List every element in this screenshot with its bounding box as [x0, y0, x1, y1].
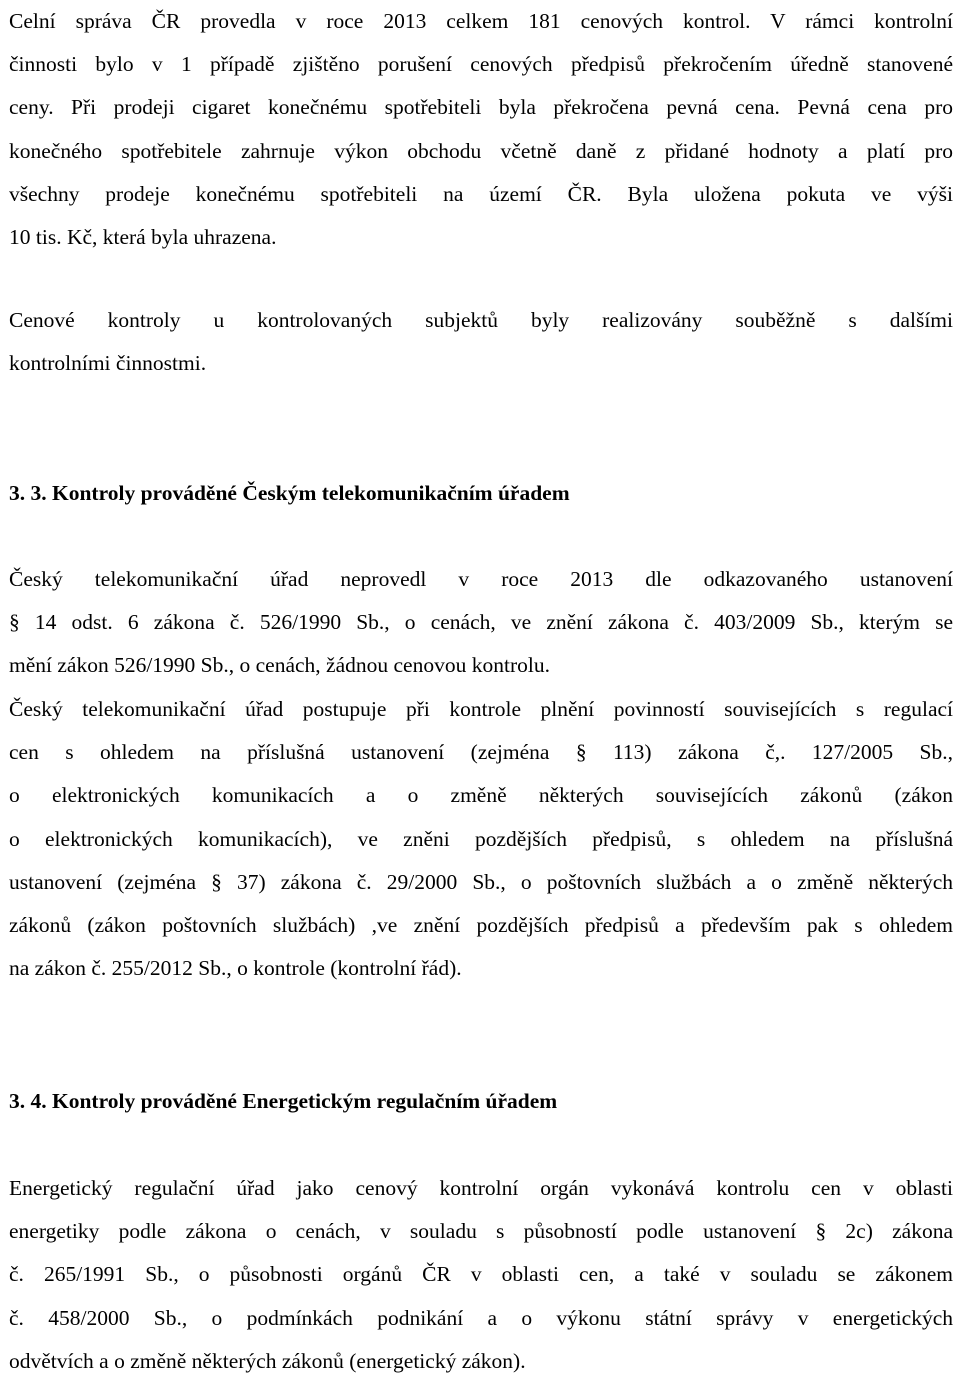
text-line: č. 265/1991 Sb., o působnosti orgánů ČR v oblasti cen, a také v souladu se zákonem	[9, 1262, 953, 1287]
text-line: Český telekomunikační úřad postupuje při kontrole plnění povinností souvisejících s regulací	[9, 697, 953, 721]
text-line: mění zákon 526/1990 Sb., o cenách, žádnou cenovou kontrolu.	[9, 653, 550, 678]
paragraph-ctu-no-control	[9, 558, 953, 688]
paragraph-customs-price-controls	[9, 0, 953, 259]
text-line: energetiky podle zákona o cenách, v souladu s působností podle ustanovení § 2c) zákona	[9, 1219, 953, 1244]
text-line: kontrolními činnostmi.	[9, 351, 207, 376]
text-line: konečného spotřebitele zahrnuje výkon obchodu včetně daně z přidané hodnoty a platí pro	[9, 138, 953, 163]
text-line: činnosti bylo v 1 případě zjištěno porušení cenových předpisů překročením úředně stanovené	[9, 52, 953, 77]
section-heading-3-4: 3. 4. Kontroly prováděné Energetickým regulačním úřadem	[9, 1089, 558, 1113]
text-line: o elektronických komunikacích a o změně některých souvisejících zákonů (zákon	[9, 783, 953, 808]
section-heading-3-3: 3. 3. Kontroly prováděné Českým telekomunikačním úřadem	[9, 481, 570, 505]
text-line: Energetický regulační úřad jako cenový kontrolní orgán vykonává kontrolu cen v oblasti	[9, 1176, 953, 1200]
paragraph-concurrent-controls	[9, 299, 953, 385]
text-line: ceny. Při prodeji cigaret konečnému spotřebiteli byla překročena pevná cena. Pevná cena pro	[9, 95, 953, 120]
paragraph-ctu-procedure	[9, 688, 953, 990]
text-line: § 14 odst. 6 zákona č. 526/1990 Sb., o cenách, ve znění zákona č. 403/2009 Sb., kterým se	[9, 610, 953, 635]
text-line: 10 tis. Kč, která byla uhrazena.	[9, 224, 277, 249]
text-line: č. 458/2000 Sb., o podmínkách podnikání a o výkonu státní správy v energetických	[9, 1305, 953, 1330]
text-line: Cenové kontroly u kontrolovaných subjektů byly realizovány souběžně s dalšími	[9, 308, 953, 332]
text-line: všechny prodeje konečnému spotřebiteli na území ČR. Byla uložena pokuta ve výši	[9, 181, 953, 206]
text-line: odvětvích a o změně některých zákonů (energetický zákon).	[9, 1348, 526, 1373]
text-line: zákonů (zákon poštovních službách) ,ve znění pozdějších předpisů a především pak s ohledem	[9, 912, 953, 937]
paragraph-eru-control	[9, 1167, 953, 1383]
text-line: na zákon č. 255/2012 Sb., o kontrole (kontrolní řád).	[9, 956, 462, 981]
text-line: Celní správa ČR provedla v roce 2013 celkem 181 cenových kontrol. V rámci kontrolní	[9, 9, 953, 33]
text-line: ustanovení (zejména § 37) zákona č. 29/2000 Sb., o poštovních službách a o změně některých	[9, 869, 953, 894]
text-line: cen s ohledem na příslušná ustanovení (zejména § 113) zákona č,. 127/2005 Sb.,	[9, 740, 953, 765]
text-line: o elektronických komunikacích), ve zněni pozdějších předpisů, s ohledem na příslušná	[9, 826, 953, 851]
text-line: Český telekomunikační úřad neprovedl v roce 2013 dle odkazovaného ustanovení	[9, 567, 953, 591]
